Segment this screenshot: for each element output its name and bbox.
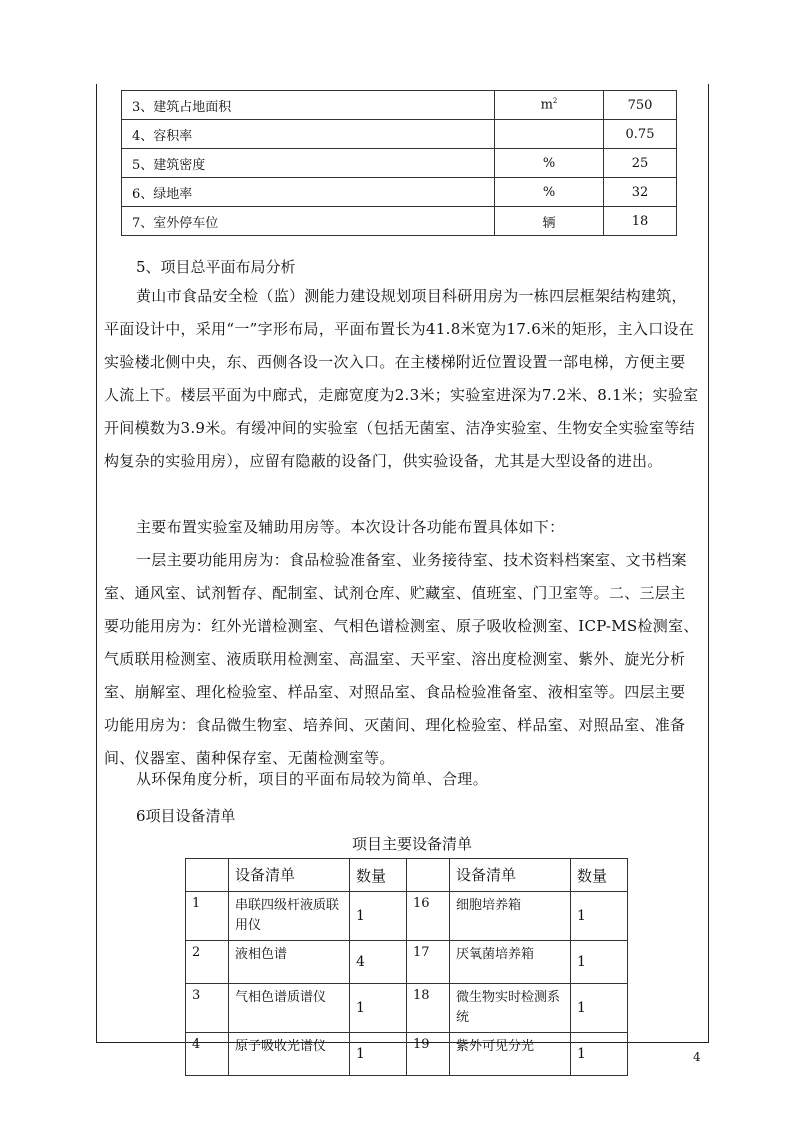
stat-value: 750 [604, 91, 677, 120]
stat-label: 7、室外停车位 [122, 207, 495, 236]
table-row [186, 892, 628, 941]
row-index: 17 [407, 941, 450, 984]
table-row [186, 1033, 628, 1076]
row-index: 19 [407, 1033, 450, 1076]
equipment-name: 细胞培养箱 [450, 892, 571, 941]
header-equipment: 设备清单 [450, 859, 571, 892]
row-index: 16 [407, 892, 450, 941]
row-index: 1 [186, 892, 229, 941]
equipment-qty: 1 [571, 892, 628, 941]
header-equipment: 设备清单 [229, 859, 350, 892]
section5-paragraph-3: 一层主要功能用房为：食品检验准备室、业务接待室、技术资料档案室、文书档案室、通风室、试剂暂存、配制室、试剂仓库、贮藏室、值班室、门卫室等。二、三层主要功能用房为：红外光谱检测室、气相色谱检测室、原子吸收检测室、ICP-MS检测室、气质联用检测室、液质联用检测室、高温室、天平室、溶出度检测室、紫外、旋光分析室、崩解室、理化检验室、样品室、对照品室、食品检验准备室、液相室等。四层主要功能用房为：食品微生物室、培养间、灭菌间、理化检验室、样品室、对照品室、准备间、仪器室、菌种保存室、无菌检测室等。 [104, 551, 699, 767]
header-qty: 数量 [350, 859, 407, 892]
section5-heading: 5、项目总平面布局分析 [136, 258, 296, 276]
equipment-qty: 1 [571, 984, 628, 1033]
stat-value: 0.75 [604, 120, 677, 149]
equipment-name: 厌氧菌培养箱 [450, 941, 571, 984]
section5-paragraph-1: 黄山市食品安全检（监）测能力建设规划项目科研用房为一栋四层框架结构建筑，平面设计中，采用“一”字形布局，平面布置长为41.8米宽为17.6米的矩形，主入口设在实验楼北侧中央，东、西侧各设一次入口。在主楼梯附近位置设置一部电梯，方便主要人流上下。楼层平面为中廊式，走廊宽度为2.3米；实验室进深为7.2米、8.1米；实验室开间模数为3.9米。有缓冲间的实验室（包括无菌室、洁净实验室、生物安全实验室等结构复杂的实验用房），应留有隐蔽的设备门，供实验设备，尤其是大型设备的进出。 [104, 287, 699, 470]
stat-unit: $m^2$ [495, 91, 604, 120]
equipment-qty: 1 [350, 892, 407, 941]
equipment-qty: 1 [571, 941, 628, 984]
equipment-name: 气相色谱质谱仪 [229, 984, 350, 1033]
row-index: 2 [186, 941, 229, 984]
equipment-qty: 1 [350, 1033, 407, 1076]
table-row [122, 207, 677, 236]
stat-value: 25 [604, 149, 677, 178]
stat-label: 3、建筑占地面积 [122, 91, 495, 120]
row-index: 4 [186, 1033, 229, 1076]
table-row [122, 91, 677, 120]
equipment-qty: 1 [571, 1033, 628, 1076]
stat-unit: % [495, 149, 604, 178]
header-qty: 数量 [571, 859, 628, 892]
table-row [122, 149, 677, 178]
equipment-name: 串联四级杆液质联用仪 [229, 892, 350, 941]
stat-value: 18 [604, 207, 677, 236]
stat-label: 4、容积率 [122, 120, 495, 149]
stat-label: 6、绿地率 [122, 178, 495, 207]
equipment-table-caption: 项目主要设备清单 [352, 835, 473, 853]
row-index: 18 [407, 984, 450, 1033]
section5-paragraph-4: 从环保角度分析，项目的平面布局较为简单、合理。 [136, 770, 488, 788]
stat-unit: % [495, 178, 604, 207]
equipment-name: 微生物实时检测系统 [450, 984, 571, 1033]
page-number: 4 [693, 1050, 701, 1064]
stat-label: 5、建筑密度 [122, 149, 495, 178]
equipment-qty: 4 [350, 941, 407, 984]
equipment-name: 紫外可见分光 [450, 1033, 571, 1076]
table-row [122, 178, 677, 207]
stat-value: 32 [604, 178, 677, 207]
equipment-table [185, 858, 628, 1076]
building-stats-table [121, 90, 677, 236]
row-index: 3 [186, 984, 229, 1033]
section6-heading: 6项目设备清单 [136, 807, 236, 825]
table-row [122, 120, 677, 149]
equipment-name: 原子吸收光谱仪 [229, 1033, 350, 1076]
table-header-row [186, 859, 628, 892]
stat-unit: 辆 [495, 207, 604, 236]
table-row [186, 941, 628, 984]
equipment-qty: 1 [350, 984, 407, 1033]
equipment-name: 液相色谱 [229, 941, 350, 984]
stat-unit [495, 120, 604, 149]
section5-paragraph-2: 主要布置实验室及辅助用房等。本次设计各功能布置具体如下： [136, 518, 565, 536]
table-row [186, 984, 628, 1033]
